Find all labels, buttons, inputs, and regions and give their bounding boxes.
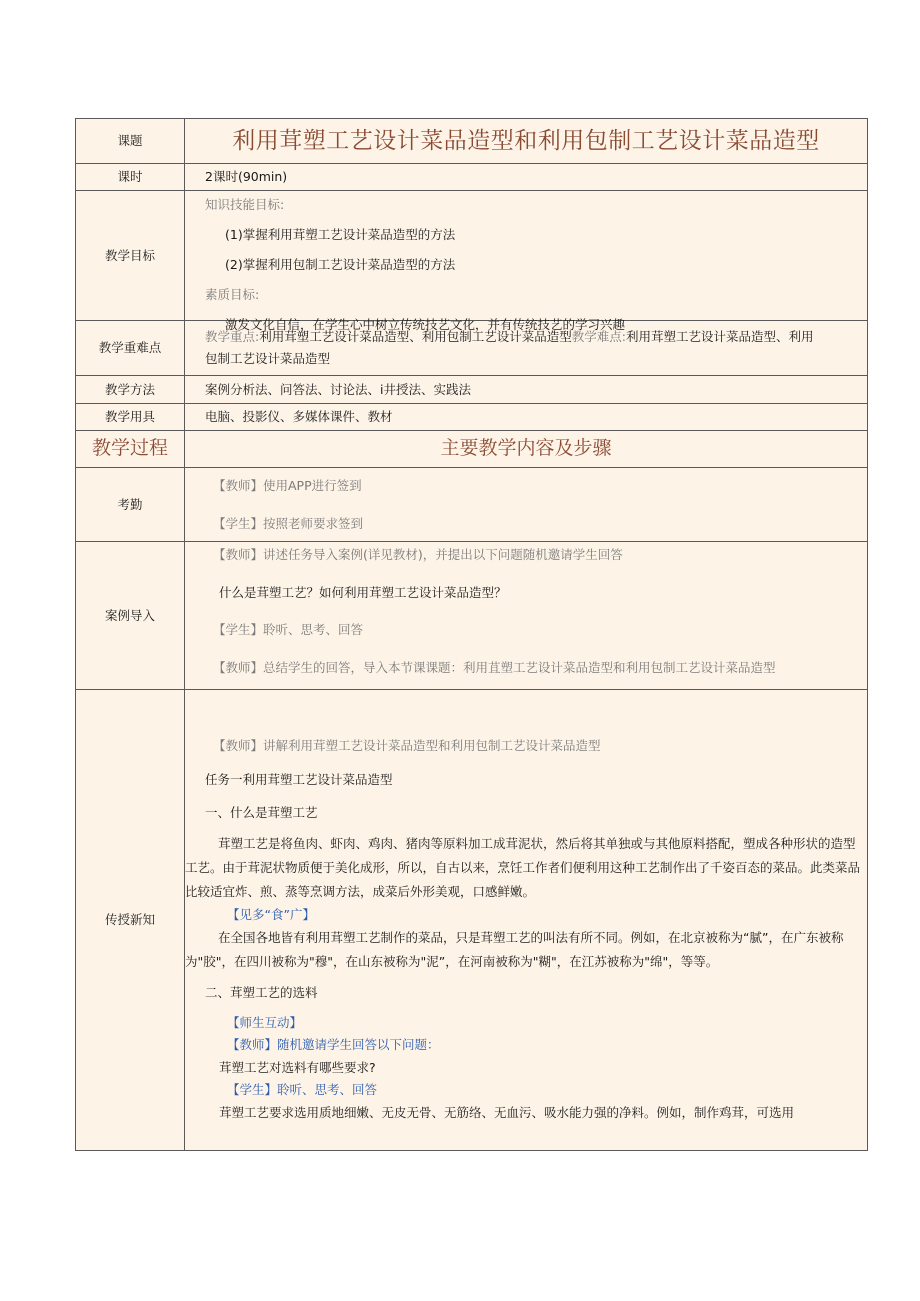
tools-value — [185, 404, 868, 431]
process-col2-text: 主要教学内容及步骤 — [440, 437, 612, 460]
process-col1-text: 教学过程 — [91, 437, 168, 460]
hours-text: 2课时(90min) — [205, 169, 288, 185]
difficulty-cont: 包制工艺设计菜品造型 — [205, 351, 331, 366]
tools-row — [76, 404, 868, 431]
topic-value — [185, 119, 868, 164]
quality-head: 素质目标: — [205, 287, 260, 302]
paragraph-1: 茸塑工艺是将鱼肉、虾肉、鸡肉、猪肉等原料加工成茸泥状，然后将其单独或与其他原料搭配，塑成各种形状的造型工艺。由于茸泥状物质便于美化成形，所以，自古以来，烹饪工作者们便利用这种工艺制作出了千姿百态的菜品。此类菜品比较适宜炸、煎、蒸等烹调方法，成菜后外形美观，口感鲜嫩。 — [185, 835, 861, 899]
process-col2-head — [185, 431, 868, 468]
intro-row — [76, 542, 868, 690]
student-answer: 【学生】聆听、思考、回答 — [227, 1082, 378, 1098]
section-2-title: 二、茸塑工艺的选料 — [205, 984, 318, 1000]
difficulty-label: 教学难点: — [571, 329, 626, 344]
lesson-plan-table — [75, 118, 868, 1151]
difficulty-text: 利用茸塑工艺设计菜品造型、利用 — [625, 329, 814, 344]
intro-label: 案例导入 — [76, 542, 185, 690]
intro-cell — [185, 542, 868, 690]
keypoints-row — [76, 321, 868, 376]
objective-item-2: (2)掌握利用包制工艺设计菜品造型的方法 — [225, 257, 456, 272]
paragraph-3: 茸塑工艺要求选用质地细嫩、无皮无骨、无筋络、无血污、吸水能力强的净料。例如，制作鸡茸，可选用 — [219, 1105, 795, 1120]
teacher-question-prompt: 【教师】随机邀请学生回答以下问题： — [227, 1037, 440, 1053]
keypoints-cell — [185, 321, 868, 376]
intro-line-1: 【教师】讲述任务导入案例(详见教材)，并提出以下问题随机邀请学生回答 — [213, 547, 623, 562]
attendance-label: 考勤 — [76, 468, 185, 542]
focus-text: 利用茸塑工艺设计菜品造型、利用包制工艺设计菜品造型 — [259, 329, 572, 344]
tools-label: 教学用具 — [76, 404, 185, 431]
paragraph-2: 在全国各地皆有利用茸塑工艺制作的菜品，只是茸塑工艺的叫法有所不同。例如，在北京被称为“腻”，在广东被称为"胶"，在四川被称为"穆"，在山东被称为"泥”，在河南被称为"糊"，在江苏被称为"绵"，等等。 — [185, 929, 844, 969]
newknowledge-cell — [185, 690, 868, 1151]
method-row — [76, 376, 868, 404]
page-title: 利用茸塑工艺设计菜品造型和利用包制工艺设计菜品造型 — [232, 127, 820, 154]
tools-text: 电脑、投影仪、多媒体课件、教材 — [205, 409, 393, 425]
attendance-line-1: 【教师】使用APP进行签到 — [213, 477, 362, 493]
jianduo-heading: 【见多“食”广】 — [227, 906, 315, 922]
process-col1-head — [76, 431, 185, 468]
intro-line-3: 【学生】聆听、思考、回答 — [213, 622, 364, 638]
process-header-row — [76, 431, 868, 468]
hours-label: 课时 — [76, 164, 185, 191]
question-text: 茸塑工艺对选料有哪些要求? — [219, 1059, 376, 1075]
section-1-title: 一、什么是茸塑工艺 — [205, 805, 318, 821]
objectives-row — [76, 191, 868, 321]
hours-row — [76, 164, 868, 191]
method-label: 教学方法 — [76, 376, 185, 404]
task-1-title: 任务一利用茸塑工艺设计菜品造型 — [205, 771, 393, 787]
teacher-intro: 【教师】讲解利用茸塑工艺设计菜品造型和利用包制工艺设计菜品造型 — [213, 738, 601, 753]
method-value — [185, 376, 868, 404]
topic-label: 课题 — [76, 119, 185, 164]
intro-line-4: 【教师】总结学生的回答，导入本节课课题：利用苴塑工艺设计菜品造型和利用包制工艺设计菜品造型 — [213, 659, 776, 675]
quality-item-partial: 激发文化自信，在学生心中树立传统技艺文化，并有传统技艺的学习兴趣 — [225, 317, 626, 332]
attendance-cell — [185, 468, 868, 542]
focus-label: 教学重点: — [205, 329, 260, 344]
attendance-row — [76, 468, 868, 542]
interaction-heading: 【师生互动】 — [227, 1014, 303, 1030]
objectives-label: 教学目标 — [76, 191, 185, 321]
knowledge-head: 知识技能目标: — [205, 197, 285, 212]
objective-item-1: (1)掌握利用茸塑工艺设计菜品造型的方法 — [225, 227, 456, 242]
newknowledge-label: 传授新知 — [76, 690, 185, 1151]
attendance-line-2: 【学生】按照老师要求签到 — [213, 515, 364, 531]
hours-value — [185, 164, 868, 191]
keypoints-label: 教学重难点 — [76, 321, 185, 376]
objectives-cell — [185, 191, 868, 332]
intro-line-2: 什么是茸塑工艺？如何利用茸塑工艺设计菜品造型？ — [219, 584, 507, 600]
method-text: 案例分析法、问答法、讨论法、i井授法、实践法 — [205, 381, 471, 397]
topic-row — [76, 119, 868, 164]
newknowledge-row — [76, 690, 868, 1151]
